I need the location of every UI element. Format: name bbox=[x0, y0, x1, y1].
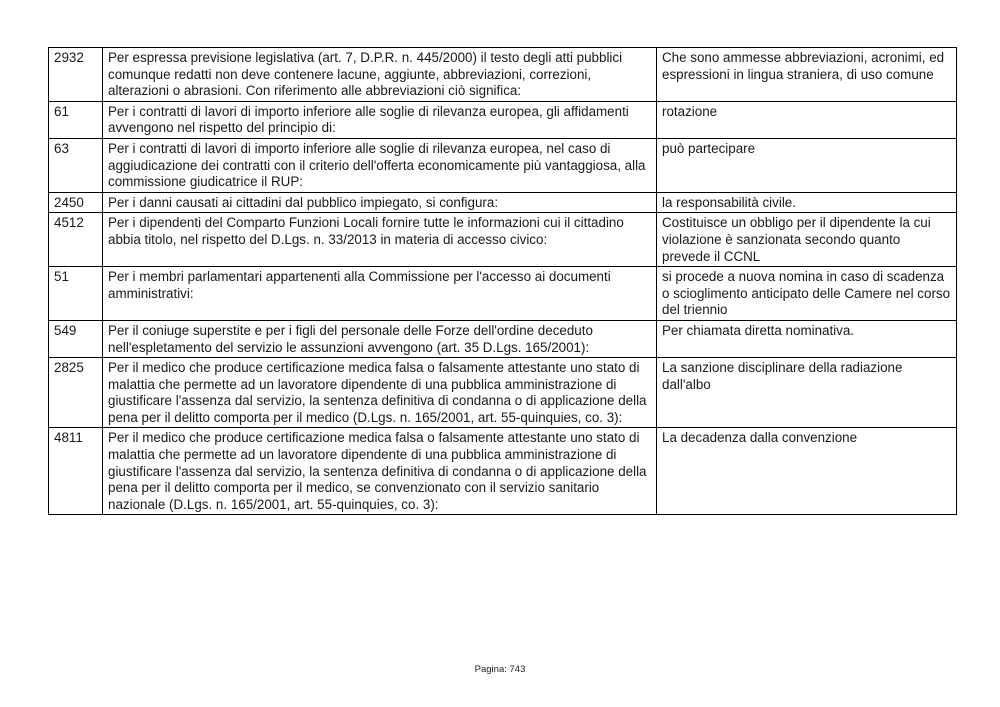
question-number: 549 bbox=[49, 320, 103, 357]
question-number: 51 bbox=[49, 267, 103, 321]
answer-text: Costituisce un obbligo per il dipendente la cui violazione è sanzionata secondo quanto prevede il CCNL bbox=[657, 213, 957, 267]
question-number: 2450 bbox=[49, 192, 103, 213]
question-text: Per il medico che produce certificazione medica falsa o falsamente attestante uno stato di malattia che permette ad un lavoratore dipendente di una pubblica amministrazione di giustificare l'assenza dal servizio, la sentenza definitiva di condanna o di applicazione della pena per il delitto comporta per il medico (D.Lgs. n. 165/2001, art. 55-quinquies, co. 3): bbox=[103, 358, 657, 428]
answer-text: si procede a nuova nomina in caso di scadenza o scioglimento anticipato delle Camere nel corso del triennio bbox=[657, 267, 957, 321]
answer-text: rotazione bbox=[657, 101, 957, 138]
table-row bbox=[49, 358, 957, 428]
question-text: Per i dipendenti del Comparto Funzioni Locali fornire tutte le informazioni cui il cittadino abbia titolo, nel rispetto del D.Lgs. n. 33/2013 in materia di accesso civico: bbox=[103, 213, 657, 267]
question-number: 63 bbox=[49, 138, 103, 192]
question-number: 61 bbox=[49, 101, 103, 138]
answer-text: può partecipare bbox=[657, 138, 957, 192]
question-number: 4512 bbox=[49, 213, 103, 267]
answer-text: la responsabilità civile. bbox=[657, 192, 957, 213]
question-number: 2825 bbox=[49, 358, 103, 428]
question-text: Per i membri parlamentari appartenenti alla Commissione per l'accesso ai documenti amministrativi: bbox=[103, 267, 657, 321]
answer-text: Che sono ammesse abbreviazioni, acronimi, ed espressioni in lingua straniera, di uso comune bbox=[657, 48, 957, 102]
question-text: Per espressa previsione legislativa (art. 7, D.P.R. n. 445/2000) il testo degli atti pubblici comunque redatti non deve contenere lacune, aggiunte, abbreviazioni, correzioni, alterazioni o abrasioni. Con riferimento alle abbreviazioni ciò significa: bbox=[103, 48, 657, 102]
table-row bbox=[49, 213, 957, 267]
question-number: 2932 bbox=[49, 48, 103, 102]
table-row bbox=[49, 428, 957, 515]
question-table bbox=[48, 47, 957, 515]
table-row bbox=[49, 267, 957, 321]
page-number: Pagina: 743 bbox=[474, 664, 526, 675]
table-row bbox=[49, 192, 957, 213]
answer-text: Per chiamata diretta nominativa. bbox=[657, 320, 957, 357]
table-row bbox=[49, 48, 957, 102]
question-text: Per i danni causati ai cittadini dal pubblico impiegato, si configura: bbox=[103, 192, 657, 213]
answer-text: La sanzione disciplinare della radiazione dall'albo bbox=[657, 358, 957, 428]
question-text: Per i contratti di lavori di importo inferiore alle soglie di rilevanza europea, gli affidamenti avvengono nel rispetto del principio di: bbox=[103, 101, 657, 138]
table-row bbox=[49, 320, 957, 357]
table-row bbox=[49, 138, 957, 192]
question-number: 4811 bbox=[49, 428, 103, 515]
question-text: Per i contratti di lavori di importo inferiore alle soglie di rilevanza europea, nel caso di aggiudicazione dei contratti con il criterio dell'offerta economicamente più vantaggiosa, alla commissione giudicatrice il RUP: bbox=[103, 138, 657, 192]
answer-text: La decadenza dalla convenzione bbox=[657, 428, 957, 515]
question-text: Per il coniuge superstite e per i figli del personale delle Forze dell'ordine deceduto nell'espletamento del servizio le assunzioni avvengono (art. 35 D.Lgs. 165/2001): bbox=[103, 320, 657, 357]
table-row bbox=[49, 101, 957, 138]
question-text: Per il medico che produce certificazione medica falsa o falsamente attestante uno stato di malattia che permette ad un lavoratore dipendente di una pubblica amministrazione di giustificare l'assenza dal servizio, la sentenza definitiva di condanna o di applicazione della pena per il delitto comporta per il medico, se convenzionato con il servizio sanitario nazionale (D.Lgs. n. 165/2001, art. 55-quinquies, co. 3): bbox=[103, 428, 657, 515]
